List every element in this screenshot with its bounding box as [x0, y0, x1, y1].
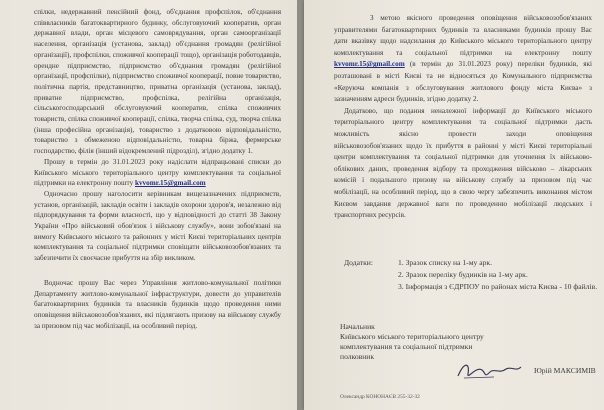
text-line: державної влади, орган місцевого самоврядування, орган самоорганізації	[34, 29, 281, 38]
text-line: організації, профспілки), підприємство споживчої кооперації, повне товариство,	[34, 72, 281, 81]
text-line: kvvomr.15@gmail.com (в термін до 31.01.2023 року) переліки будинків, які	[334, 60, 592, 69]
text-line: Прошу в термін до 31.01.2023 року надіслати відпрацьовані списки до	[44, 157, 281, 166]
page-gutter	[297, 0, 304, 410]
text-line: зазначенням адреси будинків, згідно додатку 2.	[334, 95, 479, 104]
text-line: організації), профспілки, споживчої кооперації тощо), організація роботодавців,	[34, 50, 281, 59]
text-line: забезпечити їх своєчасне прибуття на збір викликом.	[34, 254, 196, 263]
email-link[interactable]: kvvomr.15@gmail.com	[334, 60, 405, 69]
right-document-page	[304, 0, 604, 410]
executor-note: Олександр КОНОНАЄВ 255-32-32	[340, 394, 420, 400]
text-line: за призовом під час мобілізації, на особливий період.	[34, 321, 198, 330]
attachment-item: 2. Зразок переліку будинків на 1-му арк.	[398, 270, 528, 279]
text-line: мобілізації, на особливий період, що в свою чергу забезпечить виконання містом	[334, 188, 592, 196]
text-line: (інша професійна організація), товариство з додатковою відповідальністю,	[34, 125, 281, 134]
text-line: дати вказівку щодо надсилання до Київського міського територіального центру	[334, 37, 592, 46]
text-line: З метою якісного проведення оповіщення військовозобов'язаних	[370, 14, 592, 22]
text-line: комплектування та соціальної підтримки сповіщати військовозобов'язаних та	[34, 243, 281, 252]
text-line: територіального центру комплектування та соціальної підтримки дасть	[334, 118, 592, 127]
text-line: підпорядкування та форми власності, що у відповідності до статті 38 Закону	[34, 211, 281, 220]
text-line: співвласників багатоквартирного будинку, обслуговуючий кооператив, орган	[34, 18, 281, 27]
text-line: вимогу Київського міського та районних у місті Києві територіальних центрів	[34, 232, 281, 241]
signature-title: Київського міського територіального центру	[340, 332, 484, 341]
signatory-name: Юрій МАКСИМІВ	[534, 366, 596, 375]
signature-title: комплектування та соціальної підтримки	[340, 342, 473, 351]
text-line: населення, організація (установа, заклад) об'єднання громадян (релігійної	[34, 40, 281, 49]
text-line: Києвом завдання державної ваги по проведенню мобілізації людських і	[334, 199, 592, 208]
text-line: військовозобов'язаних щодо їх прибуття в районні у місті Києві територіальні	[334, 141, 592, 150]
text-line: облікових даних, проведення відбору та проходження військово – лікарських	[334, 164, 592, 173]
text-line: «Керуюча компанія з обслуговування житлового фонду міста Києва» з	[334, 83, 592, 92]
text-line: комплектування та соціальної підтримки на електронну пошту	[334, 48, 592, 57]
attachment-item: 1. Зразок списку на 1-му арк.	[398, 258, 492, 267]
text-line: сільськогосподарський обслуговуючий кооператив, спілка споживчих	[34, 104, 281, 113]
text-line: можливість якісно провести заходи оповіщення	[334, 130, 592, 138]
text-line: багатоквартирних будинків та власників будинків щодо проведення ними	[34, 300, 281, 309]
handwritten-signature	[454, 358, 524, 384]
text-line: України «Про військовий обов'язок і військову службу», вони зобов'язані на	[34, 222, 281, 230]
text-line: Додатково, що подання неналежної інформації до Київського міського	[344, 106, 592, 115]
left-document-page	[0, 0, 297, 410]
text-line: Департаменту житлово-комунальної інфраструктури, довести до управителів	[34, 289, 281, 298]
text-line: розташовані в місті Києві та не відносяться до Комунального підприємства	[334, 72, 592, 80]
email-link[interactable]: kvvomr.15@gmail.com	[134, 179, 206, 188]
text-line: оповіщення військовозобов'язаних, які підлягають призову на військову службу	[34, 310, 281, 319]
text-line: спілки, недержавний пенсійний фонд, об'єднання профспілок, об'єднання	[34, 8, 281, 16]
text-line: політична партія, представництво, приватна організація (установа, заклад),	[34, 82, 281, 91]
signature-title: полковник	[340, 352, 375, 361]
attachments-label: Додатки:	[344, 258, 373, 267]
text-line: Київського міського територіального центру комплектування та соціальної	[34, 168, 281, 177]
text-line: управителями багатоквартирних будинків та власниками будинків прошу Вас	[334, 25, 592, 34]
text-line: центри комплектування та соціальної підтримки для уточнення їх військово-	[334, 153, 592, 162]
text-line: господарство, філія (інший відокремлений підрозділ), згідно додатку 1.	[34, 147, 253, 156]
text-line: Водночас прошу Вас через Управління житлово-комунальної політики	[44, 278, 281, 287]
text-line: комісій і подальшого призову на військову службу за призовом під час	[334, 176, 592, 185]
text-line: приватне підприємство, профспілка, релігійна організація,	[34, 93, 281, 102]
signature-title: Начальник	[340, 322, 375, 331]
text-line: товариств, спілка споживчої кооперації, спілка, творча спілка, суд, творча спілка	[34, 115, 281, 123]
text-line: установ, організацій, закладів освіти і закладів охорони здоров'я, незалежно від	[34, 200, 281, 209]
attachment-item: 3. Інформація з ЄДРПОУ по районах міста Києва - 10 файлів.	[398, 282, 598, 291]
text-line: підтримки на електронну пошту kvvomr.15@gmail.com	[34, 179, 206, 188]
text-line: Одночасно прошу наголосити керівникам вищезазначених підприємств,	[44, 189, 281, 198]
text-line: товариство з обмеженою відповідальністю, товарна біржа, фермерське	[34, 136, 281, 145]
text-line: транспортних ресурсів.	[334, 211, 406, 220]
text-line: орендне підприємство, підприємство об'єднання громадян (релігійної	[34, 61, 281, 70]
